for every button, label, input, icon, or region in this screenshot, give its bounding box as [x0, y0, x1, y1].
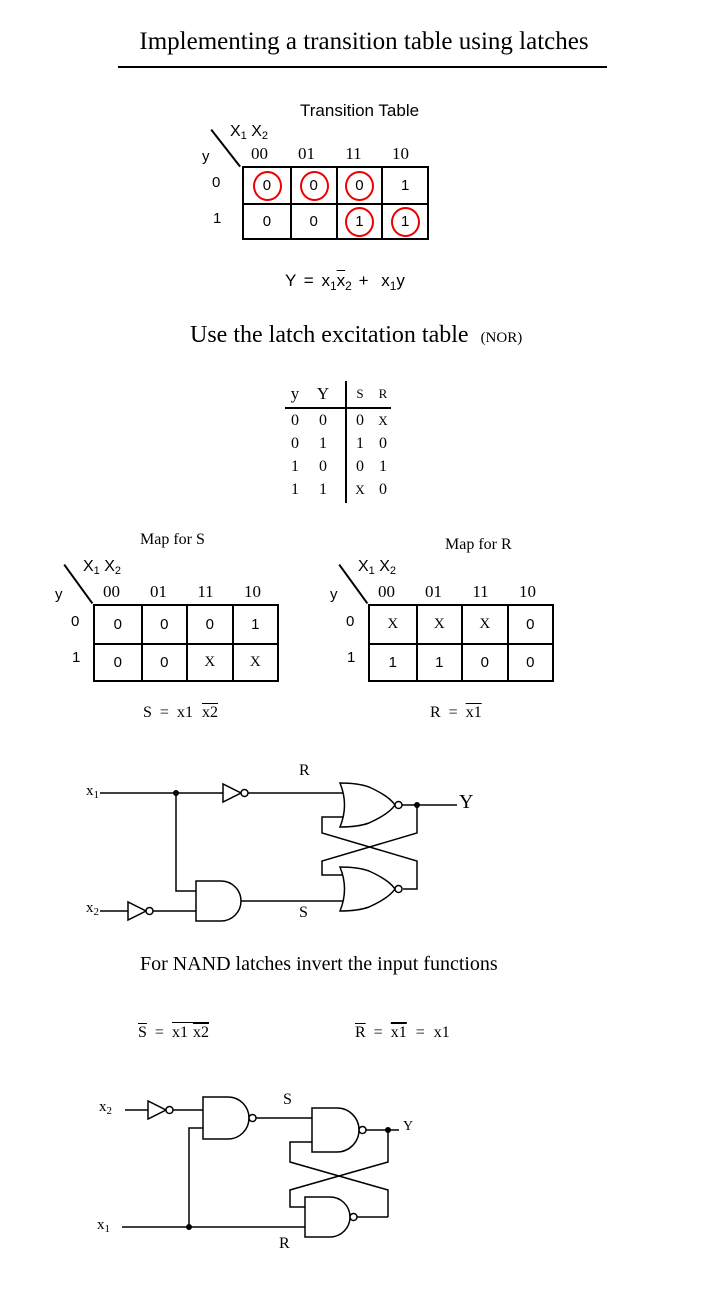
signal-label-s: S [299, 904, 308, 921]
equation-r: R = x1 [430, 704, 482, 721]
red-circle-annotation [391, 207, 420, 237]
equation-s: S = x1 x2 [143, 704, 218, 721]
nor-gate-icon [340, 783, 395, 827]
kmap-cell: X [416, 606, 462, 643]
table-cell: 0 [356, 411, 364, 429]
kmap-cell: 0 [507, 606, 553, 643]
signal-label-x1: $x_1$ [86, 783, 99, 801]
col-header: Y [316, 384, 330, 403]
axis-label-y: y [330, 586, 338, 603]
map-r-caption: Map for R [445, 536, 512, 553]
red-circle-annotation [345, 171, 374, 201]
excitation-table [281, 379, 393, 501]
axis-label-x1x2: X1 X2 [230, 123, 269, 142]
table-cell: 1 [291, 480, 299, 498]
map-r-grid [368, 604, 554, 682]
table-cell: 1 [319, 480, 327, 498]
inverter-icon [223, 784, 241, 802]
signal-label-y: Y [403, 1119, 414, 1134]
kmap-cell: 1 [416, 643, 462, 680]
kmap-cell: 0 [244, 203, 290, 238]
junction-dot [385, 1127, 391, 1133]
kmap-cell: 0 [461, 643, 507, 680]
kmap-cell: 0 [290, 168, 336, 203]
kmap-cell: 0 [507, 643, 553, 680]
signal-label-r: R [279, 1235, 290, 1252]
kmap-cell: X [461, 606, 507, 643]
axis-label-y: y [202, 148, 210, 165]
title-underline [118, 66, 607, 68]
kmap-cell: X [387, 616, 399, 632]
inversion-bubble [350, 1214, 357, 1221]
inverter-icon [128, 902, 146, 920]
table-cell: 0 [319, 457, 327, 475]
wire [100, 793, 457, 911]
row-header: 1 [213, 210, 222, 227]
kmap-cell: 0 [141, 643, 187, 680]
nand-gate-icon [312, 1108, 359, 1152]
kmap-cell: 0 [336, 168, 382, 203]
row-header: 1 [72, 649, 81, 666]
and-gate-icon [196, 881, 241, 921]
inversion-bubble [395, 802, 402, 809]
nor-gate-icon [340, 867, 395, 911]
red-circle-annotation [345, 207, 374, 237]
table-cell: 0 [379, 480, 387, 498]
page-title: Implementing a transition table using latches [139, 28, 589, 55]
kmap-cell: 0 [186, 606, 232, 643]
inverter-icon [148, 1101, 166, 1119]
table-cell: 1 [319, 434, 327, 452]
excitation-heading-paren: (NOR) [480, 330, 523, 346]
kmap-cell: X [232, 643, 278, 680]
equation-s-nand: $\overline{S} = x1$ x2 [138, 1024, 209, 1041]
table-cell: X [355, 481, 365, 497]
row-header: 0 [212, 174, 221, 191]
inversion-bubble [359, 1127, 366, 1134]
axis-label-y: y [55, 586, 63, 603]
table-cell: 1 [291, 457, 299, 475]
excitation-column-rule [345, 381, 347, 503]
signal-label-x2: $x_2$ [99, 1099, 112, 1117]
table-cell: 1 [379, 457, 387, 475]
table-cell: 1 [356, 434, 364, 452]
table-cell: 0 [379, 434, 387, 452]
kmap-cell: 1 [336, 203, 382, 238]
row-header: 0 [71, 613, 80, 630]
kmap-cell: 0 [113, 616, 122, 633]
transition-kmap-grid [242, 166, 429, 240]
table-cell: X [378, 412, 388, 428]
col-header: y [290, 384, 300, 403]
signal-label-x2: $x_2$ [86, 900, 99, 918]
kmap-cell: X [186, 643, 232, 680]
overline-group: x1 x2 [171, 1024, 209, 1041]
kmap-cell: 0 [141, 606, 187, 643]
inversion-bubble [249, 1115, 256, 1122]
kmap-cell: 1 [232, 606, 278, 643]
nand-note: For NAND latches invert the input functions [140, 953, 498, 975]
nand-gate-icon [203, 1097, 249, 1139]
table-cell: 0 [319, 411, 327, 429]
map-s-caption: Map for S [140, 531, 205, 548]
signal-label-r: R [299, 762, 310, 779]
excitation-heading: Use the latch excitation table (NOR) [190, 322, 523, 348]
nand-gate-icon [305, 1197, 350, 1237]
kmap-col-headers: 00 01 11 10 [103, 582, 261, 601]
junction-dot [186, 1224, 192, 1230]
inversion-bubble [146, 908, 153, 915]
table-cell: 0 [291, 411, 299, 429]
kmap-cell: 0 [290, 203, 336, 238]
red-circle-annotation [300, 171, 329, 201]
kmap-cell: 1 [381, 168, 427, 203]
kmap-cell: 0 [95, 643, 141, 680]
inversion-bubble [395, 886, 402, 893]
signal-label-x1: $x_1$ [97, 1217, 110, 1235]
col-header: S [356, 386, 364, 401]
row-header: 0 [346, 613, 355, 630]
kmap-cell: 1 [381, 203, 427, 238]
col-header: R [378, 386, 388, 401]
signal-label-y: Y [459, 791, 474, 813]
table-cell: 0 [291, 434, 299, 452]
junction-dot [414, 802, 420, 808]
equation-y: $Y = x_1\overline{x}_2 + x_1y$ [285, 271, 405, 293]
row-header: 1 [347, 649, 356, 666]
transition-table-caption: Transition Table [300, 101, 420, 120]
signal-label-s: S [283, 1091, 292, 1108]
equation-r-nand: $\overline{R} = x1 = x1$ [355, 1024, 450, 1041]
kmap-cell: 1 [370, 643, 416, 680]
kmap-col-headers: 00 01 11 10 [378, 582, 536, 601]
kmap-cell: 0 [244, 168, 290, 203]
axis-label-x1x2: X1 X2 [83, 558, 122, 577]
table-cell: 0 [356, 457, 364, 475]
nor-latch-circuit [0, 755, 728, 930]
axis-label-x1x2: X1 X2 [358, 558, 397, 577]
red-circle-annotation [253, 171, 282, 201]
map-s-grid [93, 604, 279, 682]
double-overline-group: x1 [390, 1024, 407, 1041]
inversion-bubble [241, 790, 248, 797]
kmap-col-headers: 00 01 11 10 [251, 144, 409, 163]
excitation-header-rule [285, 407, 391, 409]
junction-dot [173, 790, 179, 796]
inversion-bubble [166, 1107, 173, 1114]
